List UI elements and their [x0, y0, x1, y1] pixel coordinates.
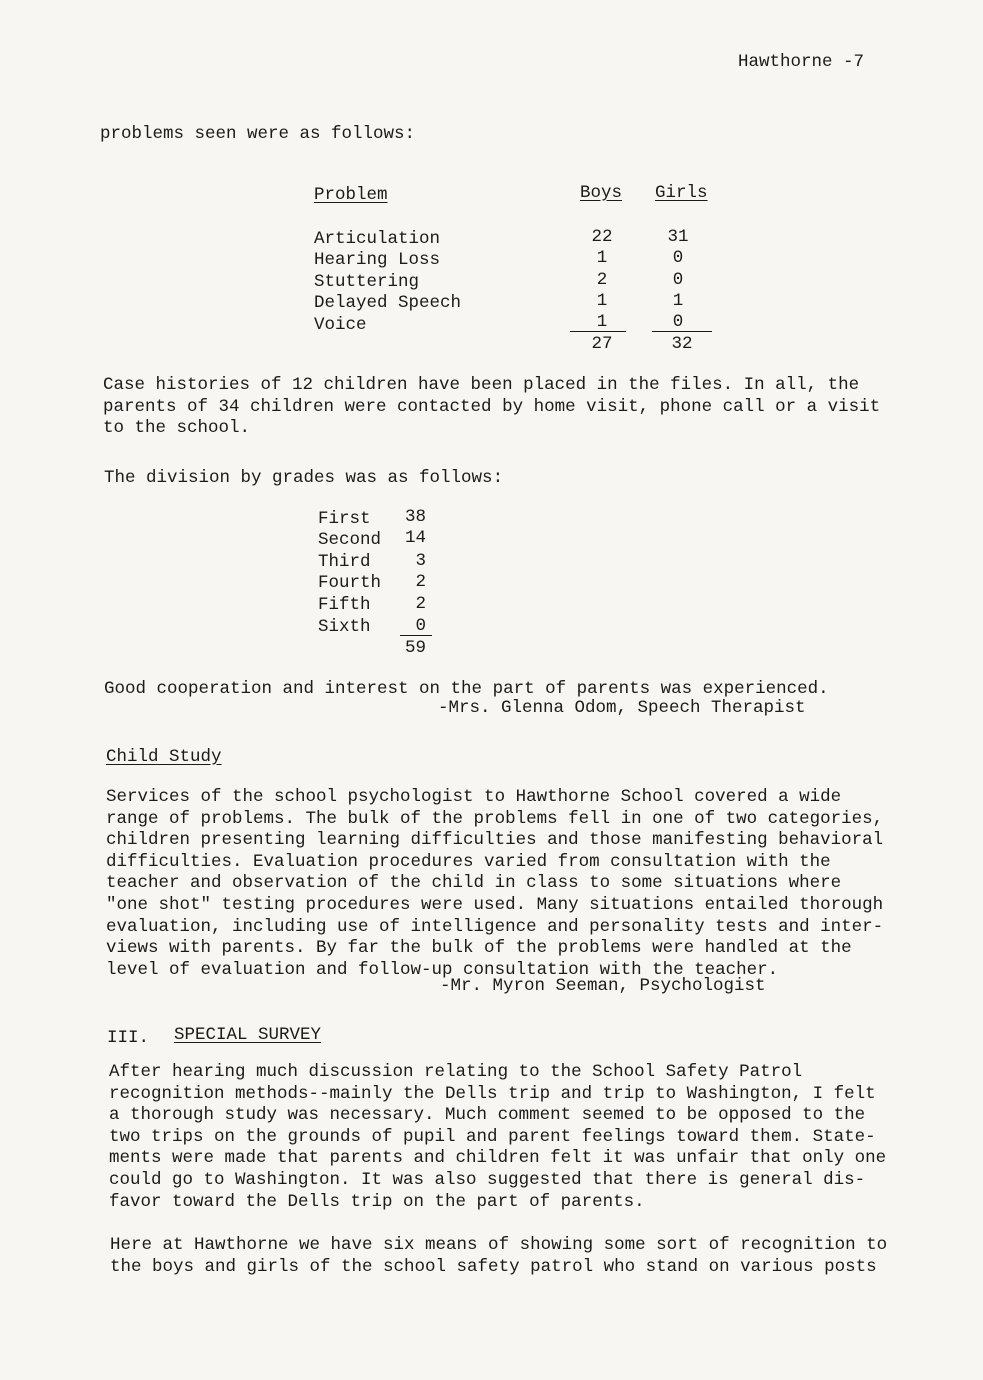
- table-cell-girls: 0: [672, 312, 684, 332]
- grade-label: Fifth: [318, 595, 371, 615]
- cooperation-line: Good cooperation and interest on the part of parents was experienced.: [104, 679, 829, 699]
- grade-total: 59: [404, 638, 426, 658]
- grade-label: Sixth: [318, 617, 371, 637]
- grade-label: Fourth: [318, 573, 382, 593]
- paragraph-line: children presenting learning difficulties and those manifesting behavioral: [106, 830, 884, 851]
- table-row-label: Delayed Speech: [314, 293, 462, 313]
- page-number-label: Hawthorne -7: [738, 52, 865, 72]
- table-row-label: Articulation: [314, 229, 441, 249]
- grade-intro-line: The division by grades was as follows:: [104, 468, 504, 488]
- paragraph-line: the boys and girls of the school safety patrol who stand on various posts: [110, 1256, 877, 1277]
- grade-count: 2: [415, 594, 426, 614]
- table-cell-girls: 1: [672, 291, 684, 311]
- speech-therapist-signature: -Mrs. Glenna Odom, Speech Therapist: [438, 698, 806, 718]
- grade-count: 14: [404, 528, 426, 548]
- paragraph-line: difficulties. Evaluation procedures varied from consultation with the: [106, 851, 831, 872]
- grade-count: 2: [415, 572, 426, 592]
- boys-total-rule: [570, 331, 626, 332]
- section-numeral: III.: [107, 1028, 150, 1048]
- paragraph-line: "one shot" testing procedures were used. Many situations entailed thorough: [106, 894, 884, 915]
- child-study-paragraph: [106, 787, 883, 981]
- girls-column-header: Girls: [655, 183, 708, 203]
- special-survey-paragraph-2: [110, 1235, 887, 1278]
- paragraph-line: Case histories of 12 children have been placed in the files. In all, the: [103, 375, 860, 395]
- grade-label: Third: [318, 552, 371, 572]
- grade-count: 38: [404, 507, 426, 527]
- girls-total-rule: [652, 331, 712, 332]
- table-cell-boys: 22: [591, 227, 613, 247]
- case-histories-paragraph: [103, 375, 880, 440]
- paragraph-line: a thorough study was necessary. Much comment seemed to be opposed to the: [109, 1105, 866, 1126]
- paragraph-line: parents of 34 children were contacted by home visit, phone call or a visit: [103, 396, 881, 417]
- table-cell-boys: 1: [596, 248, 608, 268]
- boys-column-header: Boys: [580, 183, 623, 203]
- intro-line: problems seen were as follows:: [100, 124, 416, 144]
- paragraph-line: to the school.: [103, 418, 251, 439]
- paragraph-line: range of problems. The bulk of the problems fell in one of two categories,: [106, 808, 884, 829]
- paragraph-line: two trips on the grounds of pupil and parent feelings toward them. State-: [109, 1126, 876, 1147]
- grade-count: 3: [415, 551, 426, 571]
- paragraph-line: Here at Hawthorne we have six means of showing some sort of recognition to: [110, 1235, 888, 1255]
- paragraph-line: teacher and observation of the child in class to some situations where: [106, 873, 842, 894]
- table-cell-girls: 0: [672, 270, 684, 290]
- psychologist-signature: -Mr. Myron Seeman, Psychologist: [440, 976, 766, 996]
- table-cell-boys: 2: [596, 270, 608, 290]
- table-cell-girls: 31: [667, 227, 689, 247]
- paragraph-line: Services of the school psychologist to Hawthorne School covered a wide: [106, 787, 842, 807]
- child-study-heading: Child Study: [106, 747, 222, 767]
- paragraph-line: recognition methods--mainly the Dells trip and trip to Washington, I felt: [109, 1083, 876, 1104]
- paragraph-line: could go to Washington. It was also suggested that there is general dis-: [109, 1169, 866, 1190]
- table-cell-boys: 1: [596, 291, 608, 311]
- table-cell-boys: 1: [596, 312, 608, 332]
- paragraph-line: ments were made that parents and children felt it was unfair that only one: [109, 1148, 887, 1169]
- table-row-label: Stuttering: [314, 272, 420, 292]
- table-row-label: Hearing Loss: [314, 250, 441, 270]
- paragraph-line: evaluation, including use of intelligence and personality tests and inter-: [106, 916, 884, 937]
- grade-label: Second: [318, 530, 382, 550]
- table-cell-girls: 0: [672, 248, 684, 268]
- boys-total: 27: [591, 334, 613, 354]
- paragraph-line: views with parents. By far the bulk of the problems were handled at the: [106, 938, 852, 959]
- grade-count: 0: [415, 616, 426, 636]
- grade-label: First: [318, 509, 371, 529]
- table-row-label: Voice: [314, 315, 367, 335]
- grade-total-rule: [400, 635, 432, 636]
- paragraph-line: After hearing much discussion relating to the School Safety Patrol: [109, 1062, 803, 1082]
- problem-column-header: Problem: [314, 185, 388, 205]
- paragraph-line: favor toward the Dells trip on the part of parents.: [109, 1191, 645, 1212]
- girls-total: 32: [671, 334, 693, 354]
- paragraph-line: level of evaluation and follow-up consultation with the teacher.: [106, 959, 779, 980]
- special-survey-paragraph-1: [109, 1062, 886, 1213]
- special-survey-heading: SPECIAL SURVEY: [174, 1025, 322, 1045]
